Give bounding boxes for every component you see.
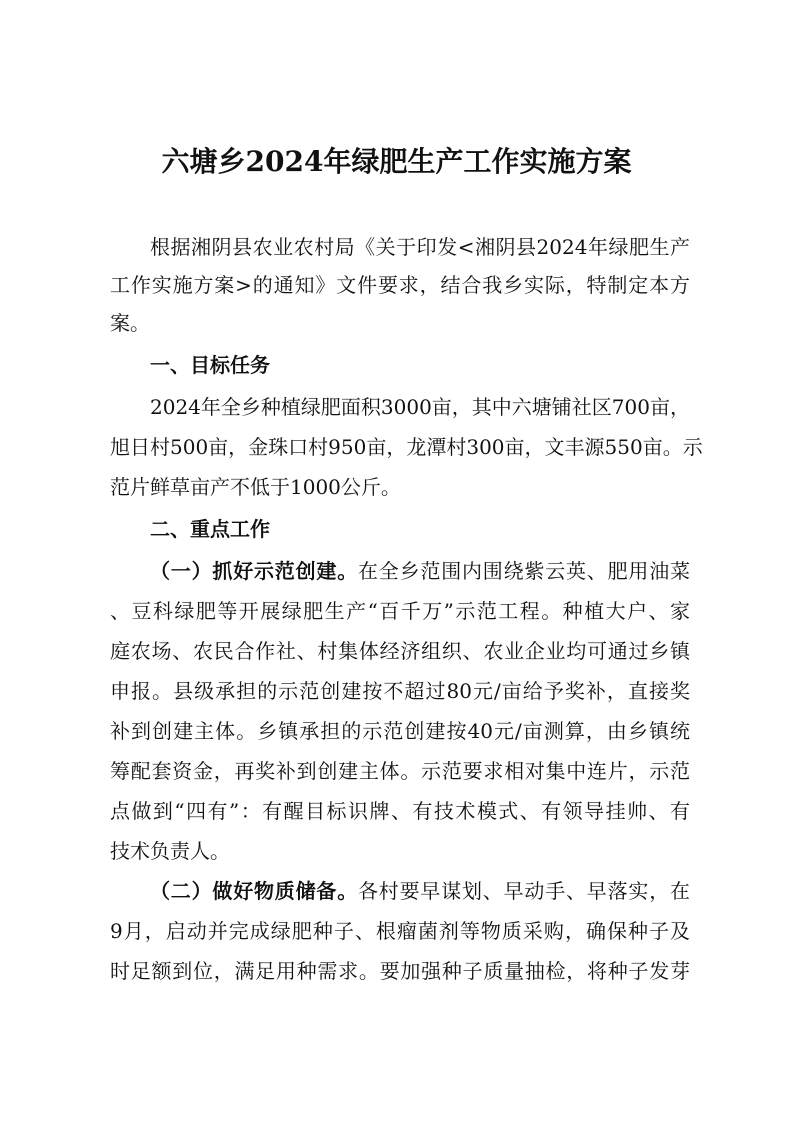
- item-text: 在全乡范围内围绕紫云英、肥用油菜: [358, 559, 690, 583]
- item-lead: （一）抓好示范创建。: [150, 559, 358, 583]
- paragraph-line: 时足额到位，满足用种需求。要加强种子质量抽检，将种子发芽: [110, 959, 690, 983]
- paragraph-line: 2024年全乡种植绿肥面积3000亩，其中六塘铺社区700亩，: [150, 395, 690, 419]
- paragraph-line: 范片鲜草亩产不低于1000公斤。: [110, 475, 401, 499]
- paragraph-line: 技术负责人。: [110, 839, 230, 863]
- section-heading-key-work: 二、重点工作: [150, 517, 270, 541]
- document-title: 六塘乡2024年绿肥生产工作实施方案: [161, 145, 632, 178]
- paragraph-line: 旭日村500亩，金珠口村950亩，龙潭村300亩，文丰源550亩。示: [110, 435, 703, 459]
- item-text: 各村要早谋划、早动手、早落实，在: [358, 879, 690, 903]
- paragraph-line: 申报。县级承担的示范创建按不超过80元/亩给予奖补，直接奖: [110, 679, 690, 703]
- intro-line: 案。: [110, 311, 150, 335]
- intro-line: 工作实施方案>的通知》文件要求，结合我乡实际，特制定本方: [110, 273, 690, 297]
- section-heading-targets: 一、目标任务: [150, 353, 270, 377]
- intro-line: 根据湘阴县农业农村局《关于印发<湘阴县2024年绿肥生产: [150, 235, 690, 259]
- paragraph-line: 点做到“四有”：有醒目标识牌、有技术模式、有领导挂帅、有: [110, 799, 690, 823]
- paragraph-line: [150, 872, 690, 910]
- paragraph-line: 庭农场、农民合作社、村集体经济组织、农业企业均可通过乡镇: [110, 639, 690, 663]
- paragraph-line: 9月，启动并完成绿肥种子、根瘤菌剂等物质采购，确保种子及: [110, 919, 690, 943]
- paragraph-line: [150, 552, 690, 590]
- paragraph-line: 补到创建主体。乡镇承担的示范创建按40元/亩测算，由乡镇统: [110, 719, 690, 743]
- paragraph-line: 、豆科绿肥等开展绿肥生产“百千万”示范工程。种植大户、家: [110, 599, 690, 623]
- item-lead: （二）做好物质储备。: [150, 879, 358, 903]
- paragraph-line: 筹配套资金，再奖补到创建主体。示范要求相对集中连片，示范: [110, 759, 690, 783]
